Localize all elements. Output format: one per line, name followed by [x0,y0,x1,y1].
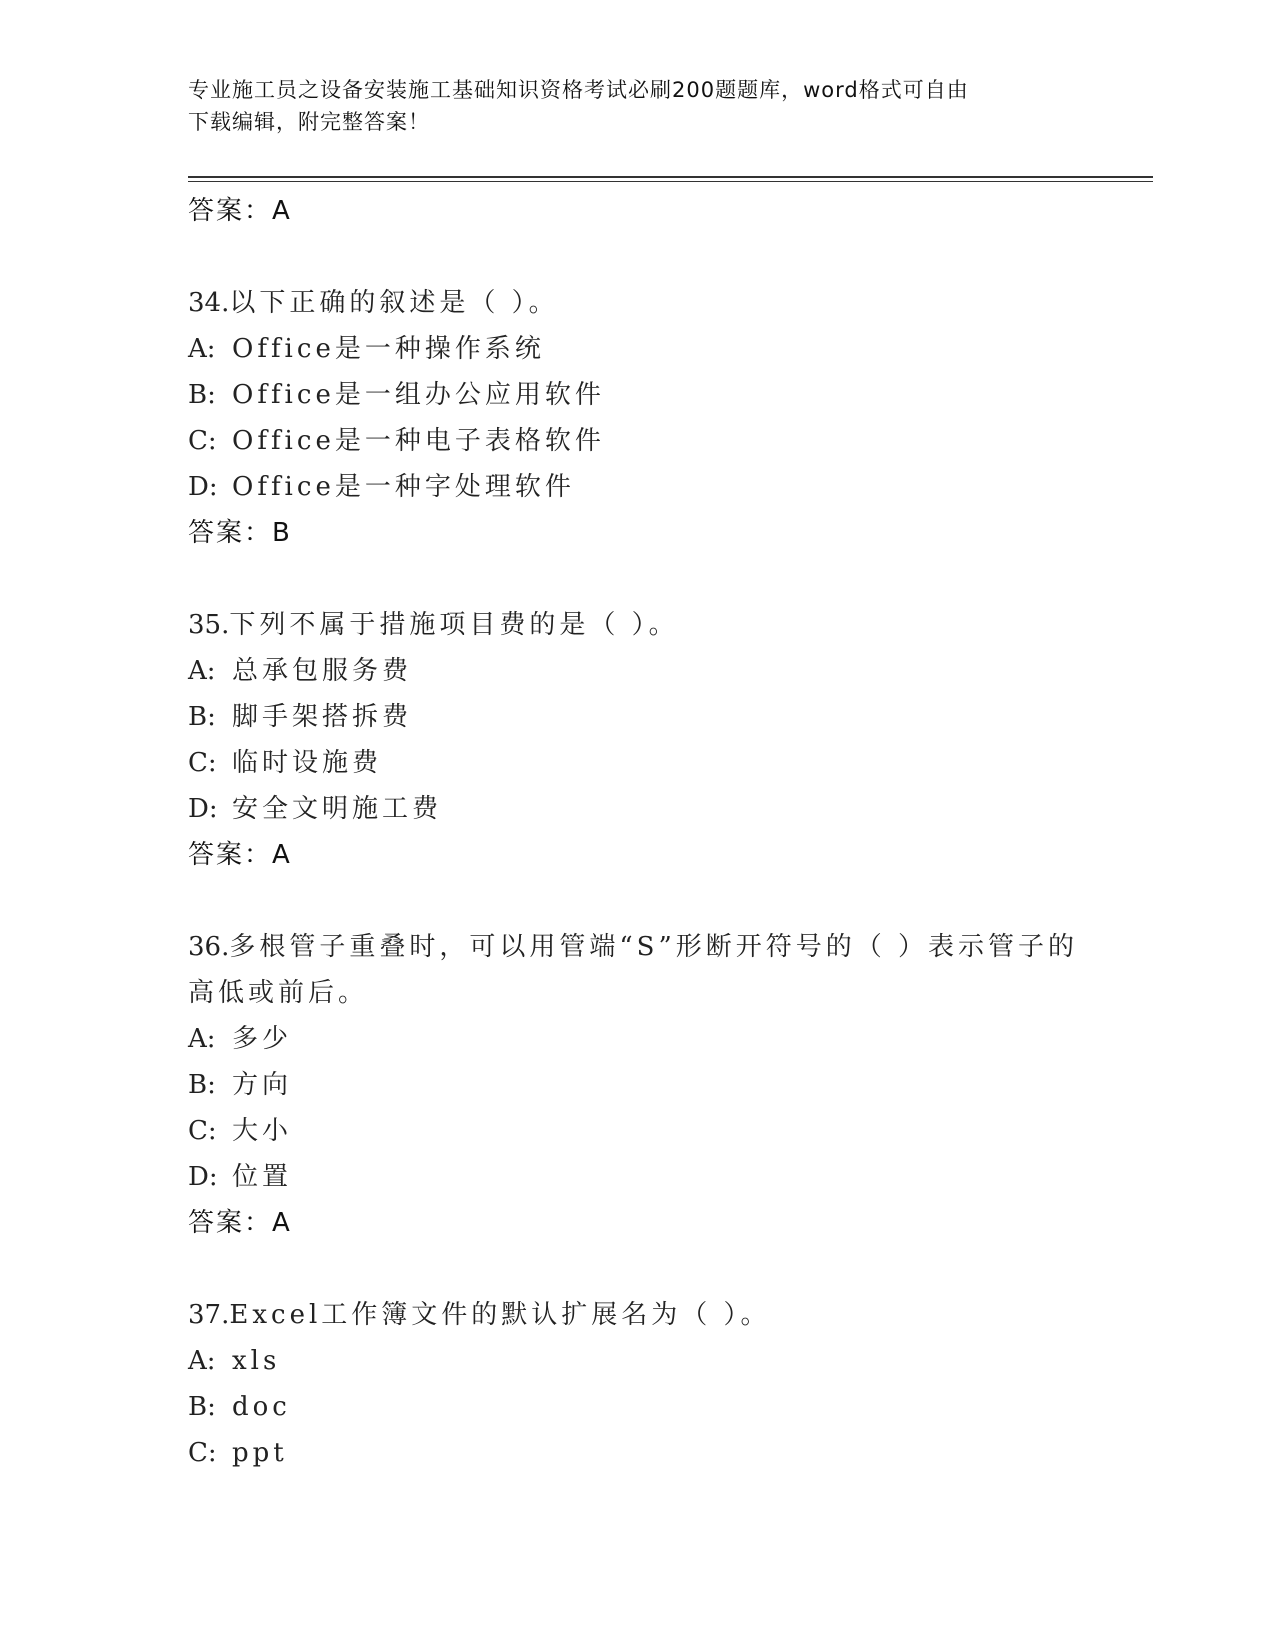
option-letter: C: [188,1116,217,1146]
question-stem [188,280,1088,326]
question-stem [188,1292,1088,1338]
option-letter: C: [188,748,217,778]
option-text: Office是一种字处理软件 [232,472,575,502]
option-letter: A: [188,1024,216,1054]
answer-option [188,648,1088,694]
option-letter: D: [188,794,218,824]
answer-option [188,786,1088,832]
answer-option [188,1062,1088,1108]
question-block [188,280,1088,556]
answer-option [188,372,1088,418]
option-letter: B: [188,702,216,732]
question-text: 下列不属于措施项目费的是（ ）。 [229,610,679,640]
option-text: Office是一组办公应用软件 [232,380,605,410]
option-letter: C: [188,1438,217,1468]
answer-option [188,1154,1088,1200]
question-answer: 答案：A [188,1208,292,1238]
option-letter: A: [188,656,216,686]
question-number: 36. [188,932,230,962]
option-letter: A: [188,334,216,364]
answer-option [188,464,1088,510]
question-answer: 答案：A [188,840,292,870]
answer-option [188,694,1088,740]
question-block [188,602,1088,878]
question-number: 34. [188,288,230,318]
answer-option [188,418,1088,464]
answer-option [188,1430,1088,1476]
question-number: 37. [188,1300,230,1330]
option-text: Office是一种电子表格软件 [232,426,605,456]
previous-answer: 答案：A [188,196,292,226]
question-answer: 答案：B [188,518,292,548]
answer-option [188,1016,1088,1062]
option-text: 安全文明施工费 [232,794,443,824]
option-letter: B: [188,1392,216,1422]
option-text: Office是一种操作系统 [232,334,545,364]
answer-option [188,740,1088,786]
header-line-1: 专业施工员之设备安装施工基础知识资格考试必刷200题题库，word格式可自由 [188,78,969,102]
answer-option [188,1338,1088,1384]
option-text: 多少 [232,1024,293,1054]
document-header [188,74,1068,138]
question-block [188,924,1088,1246]
option-letter: C: [188,426,217,456]
option-letter: B: [188,1070,216,1100]
option-text: 位置 [232,1162,293,1192]
question-list [188,188,1088,1476]
question-block [188,1292,1088,1476]
option-text: 方向 [232,1070,293,1100]
answer-option [188,1384,1088,1430]
header-divider-thin [188,181,1153,182]
option-text: 脚手架搭拆费 [232,702,413,732]
option-text: 大小 [232,1116,293,1146]
option-letter: B: [188,380,216,410]
option-text: 临时设施费 [232,748,383,778]
question-stem [188,924,1088,1016]
header-line-2: 下载编辑，附完整答案！ [188,110,430,134]
header-divider [188,176,1153,178]
question-number: 35. [188,610,230,640]
answer-option [188,1108,1088,1154]
option-letter: A: [188,1346,216,1376]
option-text: ppt [232,1438,288,1468]
question-text: 多根管子重叠时，可以用管端“S”形断开符号的（ ）表示管子的高低或前后。 [188,932,1079,1008]
question-stem [188,602,1088,648]
option-letter: D: [188,1162,218,1192]
option-text: doc [232,1392,291,1422]
option-text: 总承包服务费 [232,656,413,686]
option-text: xls [232,1346,281,1376]
questions-container [188,280,1088,1476]
question-text: Excel工作簿文件的默认扩展名为（ ）。 [229,1300,771,1330]
answer-option [188,326,1088,372]
question-text: 以下正确的叙述是（ ）。 [229,288,559,318]
option-letter: D: [188,472,218,502]
